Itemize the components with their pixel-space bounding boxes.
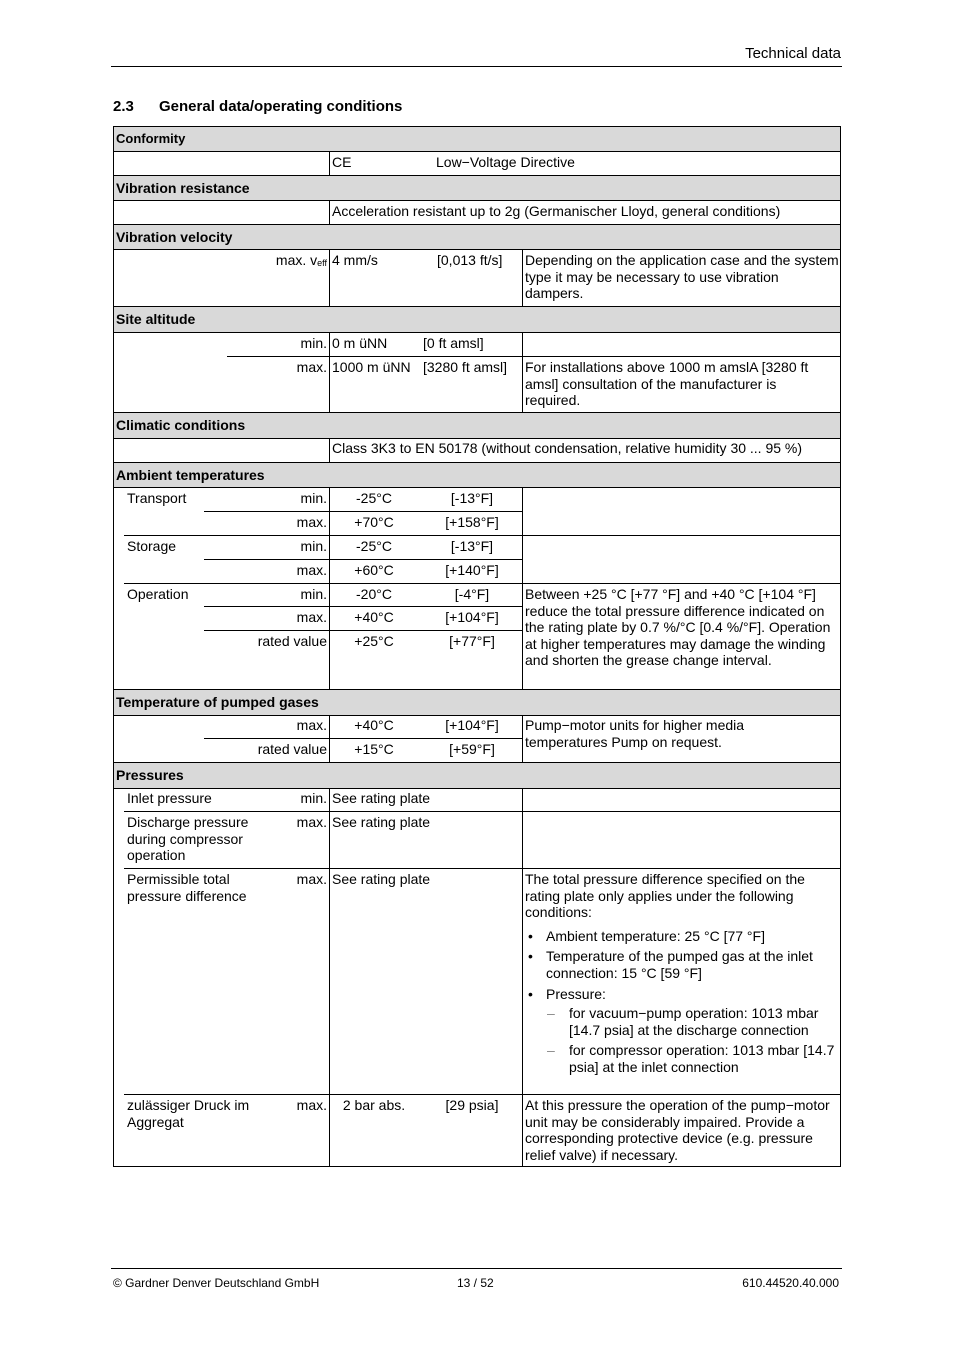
bullet-text: Temperature of the pumped gas at the inlet connection: 15 °C [59 °F] <box>546 948 813 981</box>
page-header <box>111 44 842 67</box>
dash-glyph: – <box>547 1005 555 1022</box>
altitude-min-label: min. <box>300 335 327 351</box>
pressure-sublist <box>546 1005 835 1075</box>
divider <box>124 868 840 869</box>
pressures-heading: Pressures <box>114 762 840 788</box>
storage-min-c: -25°C <box>356 538 392 554</box>
altitude-max-imperial: [3280 ft amsl] <box>423 359 508 375</box>
footer-doc-number: 610.44520.40.000 <box>742 1276 839 1290</box>
divider <box>227 356 840 357</box>
transport-min-f: [-13°F] <box>450 490 494 506</box>
aggregate-label: zulässiger Druck im Aggregat <box>127 1097 250 1130</box>
dash-text: for vacuum−pump operation: 1013 mbar [14.7 psia] at the discharge connection <box>569 1005 819 1038</box>
discharge-value: See rating plate <box>332 814 431 830</box>
inlet-label: Inlet pressure <box>127 790 212 806</box>
gases-rated-c: +15°C <box>354 741 394 757</box>
storage-max-label: max. <box>296 562 327 578</box>
divider <box>204 630 522 631</box>
inlet-value: See rating plate <box>332 790 431 806</box>
vibration-resistance-heading: Vibration resistance <box>114 175 840 200</box>
site-altitude-row <box>114 332 840 412</box>
ambient-block <box>114 487 840 689</box>
total-diff-value: See rating plate <box>332 871 431 887</box>
vibration-velocity-row <box>114 249 840 306</box>
section-number: 2.3 <box>113 98 134 115</box>
gases-max-c: +40°C <box>354 717 394 733</box>
storage-max-f: [+140°F] <box>445 562 499 578</box>
divider <box>204 511 522 512</box>
aggregate-imperial: [29 psia] <box>445 1097 499 1113</box>
list-item <box>525 986 835 1076</box>
divider <box>329 152 330 176</box>
gases-note: Pump−motor units for higher media temperatures Pump on request. <box>525 717 745 750</box>
divider <box>204 559 522 560</box>
total-diff-label: Permissible total pressure difference <box>127 871 247 904</box>
aggregate-value: 2 bar abs. <box>342 1097 406 1113</box>
divider <box>124 583 840 584</box>
divider <box>329 250 330 307</box>
operation-rated-label: rated value <box>257 633 327 649</box>
storage-max-c: +60°C <box>354 562 394 578</box>
divider <box>522 333 523 413</box>
vibration-velocity-label <box>276 252 327 272</box>
bullet-glyph: • <box>528 948 533 965</box>
dash-glyph: – <box>547 1042 555 1059</box>
list-item <box>546 1042 835 1075</box>
transport-min-c: -25°C <box>356 490 392 506</box>
gases-max-label: max. <box>296 717 327 733</box>
list-item <box>546 1005 835 1038</box>
divider <box>329 333 330 413</box>
header-title: Technical data <box>745 45 841 62</box>
divider <box>204 738 522 739</box>
climatic-heading: Climatic conditions <box>114 412 840 438</box>
altitude-note: For installations above 1000 m amslA [3280 ft amsl] consultation of the manufacturer is required. <box>525 359 809 409</box>
vibration-resistance-text: Acceleration resistant up to 2g (Germanischer Lloyd, general conditions) <box>332 203 781 219</box>
vibration-resistance-row <box>114 200 840 224</box>
climatic-text: Class 3K3 to EN 50178 (without condensation, relative humidity 30 ... 95 %) <box>332 440 803 456</box>
divider <box>522 716 523 763</box>
divider <box>124 535 840 536</box>
divider <box>124 811 840 812</box>
divider <box>522 789 523 1167</box>
label-main: max. v <box>275 252 318 268</box>
operating-conditions-table <box>113 126 841 1167</box>
storage-label: Storage <box>127 538 177 554</box>
vibration-velocity-imperial: [0,013 ft/s] <box>437 252 503 268</box>
section-heading <box>113 98 402 115</box>
discharge-qualifier: max. <box>296 814 327 830</box>
storage-min-label: min. <box>300 538 327 554</box>
transport-max-c: +70°C <box>354 514 394 530</box>
conformity-row <box>114 151 840 175</box>
vibration-velocity-value: 4 mm/s <box>332 252 378 268</box>
transport-max-f: [+158°F] <box>445 514 499 530</box>
transport-max-label: max. <box>296 514 327 530</box>
aggregate-qualifier: max. <box>296 1097 327 1113</box>
ambient-heading: Ambient temperatures <box>114 462 840 487</box>
operation-rated-c: +25°C <box>354 633 394 649</box>
divider <box>522 250 523 307</box>
operation-max-c: +40°C <box>354 609 394 625</box>
section-title: General data/operating conditions <box>159 98 403 115</box>
storage-min-f: [-13°F] <box>450 538 494 554</box>
list-item <box>525 928 835 945</box>
operation-max-label: max. <box>296 609 327 625</box>
pumped-gases-row <box>114 715 840 762</box>
divider <box>329 439 330 463</box>
conditions-list <box>525 928 835 1076</box>
bullet-text: Pressure: <box>546 985 606 1002</box>
bullet-text: Ambient temperature: 25 °C [77 °F] <box>546 927 765 944</box>
total-diff-qualifier: max. <box>296 871 327 887</box>
operation-rated-f: [+77°F] <box>449 633 495 649</box>
divider <box>329 716 330 763</box>
pressures-block <box>114 788 840 1166</box>
conformity-code: CE <box>332 154 352 170</box>
altitude-max-label: max. <box>296 359 327 375</box>
gases-rated-label: rated value <box>257 741 327 757</box>
gases-rated-f: [+59°F] <box>449 741 495 757</box>
divider <box>124 1094 840 1095</box>
site-altitude-heading: Site altitude <box>114 306 840 332</box>
operation-min-f: [-4°F] <box>454 586 490 602</box>
gases-max-f: [+104°F] <box>445 717 499 733</box>
divider <box>329 488 330 690</box>
total-diff-conditions <box>525 871 835 1080</box>
vibration-velocity-note: Depending on the application case and the system type it may be necessary to use vibration dampers. <box>525 252 839 302</box>
divider <box>204 606 522 607</box>
footer-page-number: 13 / 52 <box>457 1276 494 1290</box>
inlet-qualifier: min. <box>300 790 327 806</box>
conditions-intro: The total pressure difference specified on the rating plate only applies under the following conditions: <box>525 871 805 921</box>
operation-note: Between +25 °C [+77 °F] and +40 °C [+104 °F] reduce the total pressure difference indicated on the rating plate by 0.7 %/°C [0.4 %/°F]. Operation at higher temperatures may damage the winding and shorten the grease change interval. <box>525 586 831 669</box>
conformity-heading: Conformity <box>114 127 840 151</box>
altitude-min-imperial: [0 ft amsl] <box>423 335 484 351</box>
vibration-velocity-heading: Vibration velocity <box>114 224 840 249</box>
altitude-max-value: 1000 m üNN <box>332 359 411 375</box>
altitude-min-value: 0 m üNN <box>332 335 388 351</box>
climatic-row <box>114 438 840 462</box>
conformity-directive: Low−Voltage Directive <box>436 154 575 170</box>
divider <box>329 789 330 1167</box>
operation-min-c: -20°C <box>356 586 392 602</box>
aggregate-note: At this pressure the operation of the pump−motor unit may be considerably impaired. Provide a corresponding protective device (e.g. pressure relief valve) if necessary. <box>525 1097 830 1163</box>
list-item <box>525 948 835 981</box>
footer-copyright: © Gardner Denver Deutschland GmbH <box>113 1276 320 1290</box>
bullet-glyph: • <box>528 985 533 1002</box>
page-footer <box>111 1268 842 1290</box>
label-subscript: eff <box>317 258 327 268</box>
transport-label: Transport <box>127 490 187 506</box>
divider <box>329 201 330 225</box>
operation-label: Operation <box>127 586 189 602</box>
dash-text: for compressor operation: 1013 mbar [14.7 psia] at the inlet connection <box>569 1042 835 1075</box>
operation-min-label: min. <box>300 586 327 602</box>
operation-max-f: [+104°F] <box>445 609 499 625</box>
pumped-gases-heading: Temperature of pumped gases <box>114 689 840 715</box>
transport-min-label: min. <box>300 490 327 506</box>
discharge-label: Discharge pressure during compressor operation <box>127 814 249 864</box>
bullet-glyph: • <box>528 927 533 944</box>
divider <box>522 488 523 690</box>
